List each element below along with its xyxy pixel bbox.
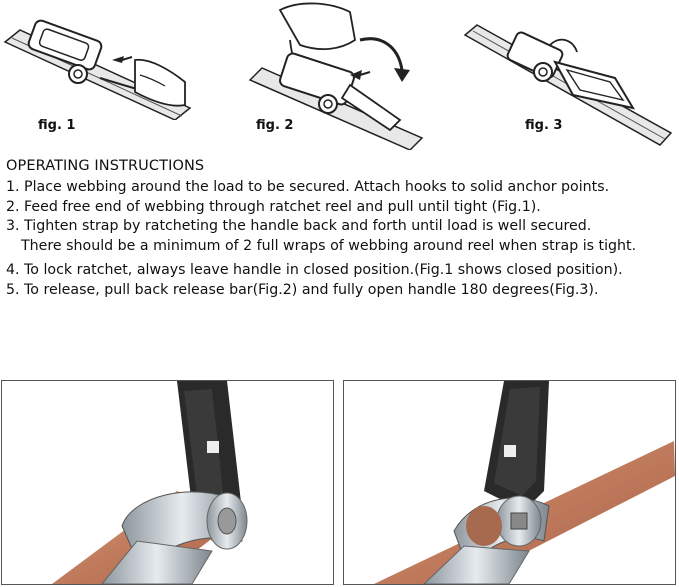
instructions-list (6, 178, 676, 300)
figure-1-illustration (0, 0, 200, 120)
ratchet-open-photo (343, 380, 676, 585)
figure-2 (230, 0, 430, 150)
instruction-step-3-note: There should be a minimum of 2 full wraps of webbing around reel when strap is tight. (21, 237, 637, 254)
instruction-step-4: 4. To lock ratchet, always leave handle in closed position.(Fig.1 shows closed position). (6, 262, 623, 278)
figure-2-label: fig. 2 (256, 118, 294, 133)
figure-3 (455, 0, 677, 150)
ratchet-open-image (344, 381, 675, 584)
instruction-step-1: 1. Place webbing around the load to be secured. Attach hooks to solid anchor points. (6, 179, 610, 195)
figure-1-label: fig. 1 (38, 118, 76, 133)
operating-instructions (6, 158, 676, 300)
ratchet-closed-photo (1, 380, 334, 585)
figure-3-illustration (455, 0, 677, 150)
figure-3-label: fig. 3 (525, 118, 563, 133)
instruction-step-3: 3. Tighten strap by ratcheting the handle back and forth until load is well secured. (6, 218, 592, 234)
ratchet-closed-image (2, 381, 333, 584)
instruction-step-2: 2. Feed free end of webbing through ratchet reel and pull until tight (Fig.1). (6, 198, 541, 215)
instructions-heading: OPERATING INSTRUCTIONS (6, 158, 205, 174)
figure-1 (0, 0, 200, 150)
instruction-step-5: 5. To release, pull back release bar(Fig.2) and fully open handle 180 degrees(Fig.3). (6, 281, 599, 298)
